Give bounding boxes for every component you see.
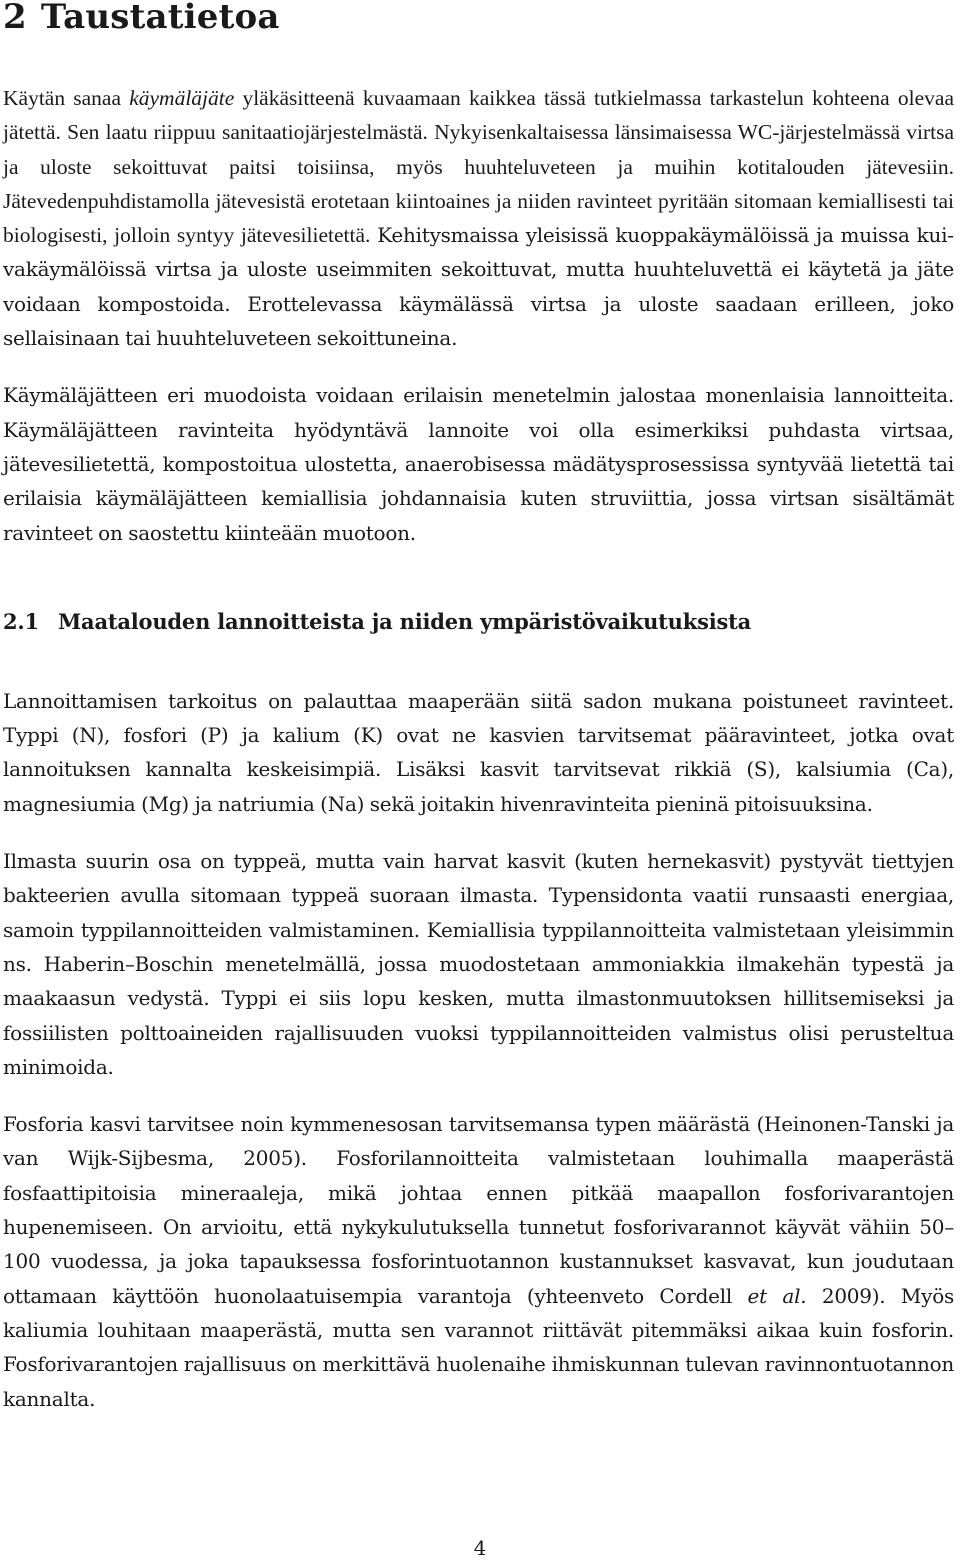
- section-heading: [3, 605, 954, 639]
- page-content: [3, 0, 954, 1416]
- paragraph-3: Lannoittamisen tarkoitus on palauttaa maaperään siitä sadon mukana poistuneet ravinteet. Typpi (N), fosfori (P) ja kalium (K) ovat ne kasvien tarvitsemat pääravinteet, jotka ovat lannoituksen kannalta keskeisimpiä. Lisäksi kasvit tarvitsevat rikkiä (S), kalsiumia (Ca), magnesiumia (Mg) ja natriumia (Na) sekä joitakin hivenravinteita pieninä pitoisuuksina.: [3, 688, 954, 816]
- paragraph-4: Ilmasta suurin osa on typpeä, mutta vain harvat kasvit (kuten hernekasvit) pystyvät tiettyjen bakteerien avulla sitomaan typpeä suoraan ilmasta. Typensidonta vaatii runsaasti energiaa, samoin typpilannoitteiden valmistaminen. Kemiallisia typpilannoitteita valmistetaan yleisimmin ns. Haberin–Boschin menetelmällä, jossa muodostetaan ammoniakkia ilmakehän typestä ja maakaasun vedystä. Typpi ei siis lopu kesken, mutta ilmastonmuutoksen hillitsemiseksi ja fossiilisten polttoaineiden rajallisuuden vuoksi typpilannoitteiden valmistus olisi perusteltua minimoida.: [3, 849, 954, 1079]
- paragraph-1: [3, 81, 954, 355]
- paragraph-1-lead-start: Käytän sanaa: [3, 86, 130, 110]
- page-number: 4: [473, 1536, 487, 1560]
- paragraph-1-rest: Kehitysmaissa yleisissä kuoppakäymälöissä ja muissa kuivakäymälöissä virtsa ja uloste useimmiten sekoittuvat, mutta huuhteluvettä ei käytetä ja jäte voidaan kompostoida. Erottelevassa käymälässä virtsa ja uloste saadaan erilleen, joko sellaisinaan tai huuhteluveteen sekoittuneina.: [3, 223, 954, 351]
- chapter-heading: [3, 0, 954, 37]
- paragraph-5-end: 2009). Myös kaliumia louhitaan maaperästä, mutta sen varannot riittävät pitemmäksi aikaa kuin fosforin. Fosforivarantojen rajallisuus on merkittävä huolenaihe ihmiskunnan tulevan ravinnontuotannon kannalta.: [3, 1283, 954, 1411]
- chapter-number: 2: [3, 0, 27, 37]
- paragraph-5: [3, 1107, 954, 1416]
- citation-et-al: et al.: [747, 1283, 807, 1308]
- section-number: 2.1: [3, 608, 39, 634]
- paragraph-2: Käymäläjätteen eri muodoista voidaan erilaisin menetelmin jalostaa monenlaisia lannoitteita. Käymäläjätteen ravinteita hyödyntävä lannoite voi olla esimerkiksi puhdasta virtsaa, jätevesilietettä, kompostoitua ulostetta, anaerobisessa mädätysprosessissa syntyvää lietettä tai erilaisia käymäläjätteen kemiallisia johdannaisia kuten struviittia, jossa virtsan sisältämät ravinteet on saostettu kiinteään muotoon.: [3, 383, 954, 545]
- section-title: Maatalouden lannoitteista ja niiden ympäristövaikutuksista: [58, 608, 752, 634]
- term-kaymalajate: käymäläjäte: [129, 86, 235, 110]
- chapter-title: Taustatietoa: [40, 0, 280, 37]
- paragraph-1-lead-end: yläkäsitteenä kuvaamaan kaikkea tässä tutkielmassa tarkastelun kohteena olevaa jätettä. Sen laatu riippuu sanitaatiojärjestelmästä. Nykyisenkaltaisessa länsimaisessa WC-järjestelmässä virtsa ja uloste sekoittuvat paitsi toisiinsa, myös huuhteluveteen ja muihin kotitalouden jätevesiin. Jätevedenpuhdistamolla jätevesistä erotetaan kiintoaines ja niiden ravinteet pyritään sitomaan kemiallisesti tai biologisesti, jolloin syntyy jätevesilietettä.: [3, 86, 954, 248]
- paragraph-5-start: Fosforia kasvi tarvitsee noin kymmenesosan tarvitsemansa typen määrästä (Heinonen-Tanski ja van Wijk-Sijbesma, 2005). Fosforilannoitteita valmistetaan louhimalla maaperästä fosfaattipitoisia mineraaleja, mikä johtaa ennen pitkää maapallon fosforivarantojen hupenemiseen. On arvioitu, että nykykulutuksella tunnetut fosforivarannot käyvät vähiin 50–100 vuodessa, ja joka tapauksessa fosforintuotannon kustannukset kasvavat, kun joudutaan ottamaan käyttöön huonolaatuisempia varantoja (yhteenveto Cordell: [3, 1112, 954, 1308]
